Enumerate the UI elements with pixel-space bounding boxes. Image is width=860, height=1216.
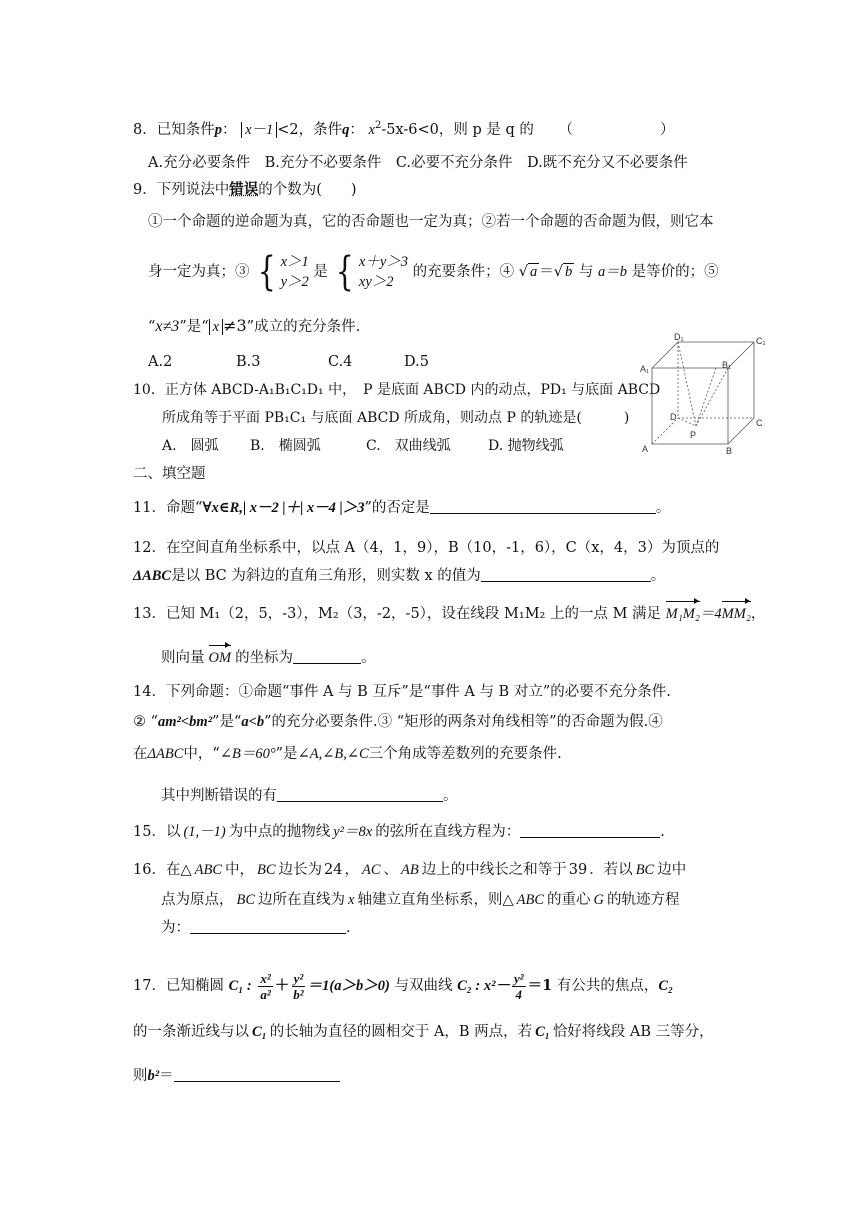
question-14 — [133, 682, 671, 702]
math-expr: ＝1(a＞b＞0) — [307, 978, 390, 994]
question-text: 则 — [133, 1068, 148, 1084]
question-text: ”成立的充分条件. — [246, 319, 361, 335]
denominator: a² — [260, 986, 271, 1002]
math-expr: G — [593, 892, 604, 908]
question-text: 三个角成等差数列的充要条件. — [368, 746, 562, 762]
question-8 — [133, 116, 675, 140]
punct: ， — [750, 606, 766, 622]
question-text: 边中 — [657, 862, 687, 878]
math-expr: ≠3 — [223, 316, 247, 335]
question-14-line2 — [133, 712, 663, 732]
question-text: 的弦所在直线方程为： — [375, 824, 521, 840]
number: 24 — [324, 862, 343, 878]
question-text: ② “ — [133, 714, 159, 730]
question-text: 与双曲线 — [394, 978, 453, 994]
question-text: 边所在直线为 — [258, 892, 346, 908]
question-text: 的长轴为直径的圆相交于 A，B 两点，若 — [269, 1024, 533, 1040]
math-expr: BC — [236, 892, 256, 908]
question-17-line2 — [133, 1022, 714, 1042]
option-c: C.4 — [328, 354, 353, 370]
question-16 — [133, 860, 686, 880]
question-text: 与 — [578, 264, 594, 280]
answer-blank[interactable] — [520, 823, 660, 838]
label-p: P — [690, 430, 697, 440]
denominator: b² — [293, 986, 304, 1002]
triangle-abc: ΔABC — [133, 568, 172, 584]
question-text: 下列命题：①命题“事件 A 与 B 互斥”是“事件 A 与 B 对立”的必要不充分条件. — [165, 684, 671, 700]
label-b1: B₁ — [722, 360, 732, 370]
question-text: 以 — [165, 824, 181, 840]
question-number: 17． — [133, 978, 166, 994]
section-title: 二、填空题 — [133, 466, 206, 482]
answer-blank[interactable] — [174, 1067, 340, 1082]
question-17-line3 — [133, 1066, 340, 1086]
question-text: 则向量 — [161, 650, 205, 666]
sqrt-a: √ a — [518, 264, 538, 280]
system-2 — [332, 249, 409, 295]
sys-row: x＋y＞3 — [358, 254, 409, 270]
option-d: D.5 — [404, 354, 429, 370]
question-text: ．若以 — [589, 862, 633, 878]
math-expr: x≠3 — [155, 318, 180, 335]
math-formula: ∀x∈R,| x－2 |＋| x－4 |＞3 — [202, 500, 365, 516]
question-number: 8． — [133, 122, 157, 138]
question-text: 的充要条件；④ — [412, 264, 515, 280]
question-13-line2 — [161, 648, 376, 668]
question-text: 命题“ — [165, 500, 203, 516]
question-10 — [133, 380, 660, 400]
question-text: 的一条渐近线与以 — [133, 1024, 249, 1040]
number: 39 — [568, 862, 588, 878]
question-10-line2: 所成角等于平面 PB₁C₁ 与底面 ABCD 所成角，则动点 P 的轨迹是( ) — [162, 410, 630, 426]
option-a: A. 圆弧 — [162, 438, 219, 454]
math-expr: C₁ — [535, 1024, 550, 1040]
answer-blank[interactable] — [481, 567, 651, 582]
option-b: B. 椭圆弧 — [250, 438, 321, 454]
question-text: 中，“ — [183, 746, 220, 762]
math-expr: AC — [361, 862, 381, 878]
vector-m1m2: M₁M₂ — [665, 606, 700, 622]
punct: ： — [349, 122, 364, 138]
radicand: b — [565, 264, 573, 280]
answer-blank[interactable] — [190, 919, 346, 934]
question-text: ”的否定是 — [364, 500, 430, 516]
math-expr: b² — [147, 1068, 160, 1084]
answer-blank[interactable] — [293, 649, 361, 664]
question-number: 14． — [133, 684, 166, 700]
question-number: 9． — [133, 182, 157, 198]
question-9-line2 — [148, 249, 719, 295]
math-expr: a＝b — [597, 264, 627, 280]
math-expr: ABC — [516, 892, 545, 908]
question-text: 已知 M₁（2，5，-3），M₂（3，-2，-5），设在线段 M₁M₂ 上的一点 M 满足 — [165, 606, 662, 622]
label-a: A — [642, 444, 649, 454]
numerator: y² — [513, 970, 524, 986]
math-expr: C₂ — [658, 978, 674, 994]
question-number: 16． — [133, 862, 166, 878]
question-text: 其中判断错误的有 — [161, 788, 277, 804]
question-15 — [133, 822, 665, 842]
brace: { — [336, 249, 355, 295]
option-c: C. 双曲线弧 — [366, 438, 451, 454]
var-x: x — [368, 122, 375, 138]
radicand: a — [530, 264, 538, 280]
equals: ＝4 — [699, 606, 722, 622]
question-text: 在△ — [165, 862, 192, 878]
question-number: 10． — [133, 382, 165, 398]
var-q: q — [342, 122, 350, 138]
question-text: 已知椭圆 — [165, 978, 224, 994]
question-text: <2，条件 — [277, 122, 343, 138]
question-text: 正方体 ABCD-A₁B₁C₁D₁ 中， P 是底面 ABCD 内的动点，PD₁ 与底面 ABCD — [164, 382, 661, 398]
fraction-y2-b2 — [291, 971, 305, 1002]
punct: 。 — [443, 788, 458, 804]
option-b: B.3 — [236, 354, 261, 370]
question-text: 边长为 — [278, 862, 323, 878]
question-text: ”是“ — [212, 714, 242, 730]
system-1 — [254, 249, 309, 295]
punct: 、 — [383, 862, 399, 878]
math-expr: C₁ — [252, 1024, 267, 1040]
numerator: y² — [293, 970, 304, 986]
question-text: 边上的中线长之和等于 — [421, 862, 567, 878]
question-number: 12． — [133, 540, 166, 556]
sqrt-b: √ b — [553, 264, 573, 280]
answer-blank[interactable] — [277, 787, 443, 802]
label-a1: A₁ — [640, 364, 650, 374]
punct: 。 — [361, 650, 376, 666]
math-expr: (1,－1) — [183, 824, 226, 840]
question-text: 身一定为真；③ — [148, 264, 250, 280]
cube-figure — [636, 332, 776, 458]
math-expr: AB — [401, 862, 419, 878]
math-expr: ∠A,∠B,∠C — [297, 746, 369, 762]
question-text: ”是 — [275, 746, 298, 762]
question-text: 下列说法中 — [156, 182, 230, 198]
punct: 。 — [650, 568, 666, 584]
answer-paren: （ ） — [558, 122, 675, 138]
vector-mm2: MM₂ — [721, 606, 751, 622]
question-17 — [133, 968, 673, 1004]
var-p: p — [214, 122, 222, 138]
question-text: -5x-6<0，则 p 是 q 的 — [381, 122, 534, 138]
question-16-line2 — [161, 890, 680, 910]
fraction-y2-4 — [512, 971, 526, 1002]
emphasis-word: 错误 — [229, 181, 259, 198]
question-text: 是等价的；⑤ — [631, 264, 719, 280]
punct: 。 — [655, 500, 671, 516]
equals: ＝ — [539, 264, 554, 280]
question-10-options — [162, 436, 564, 456]
punct: ： — [221, 122, 237, 138]
question-text: 恰好将线段 AB 三等分， — [552, 1024, 714, 1040]
question-9-options — [148, 352, 429, 372]
numerator: x² — [260, 970, 271, 986]
math-expr: ＝1 — [527, 977, 553, 994]
question-number: 13． — [133, 606, 166, 622]
punct: ， — [344, 862, 359, 878]
denominator: 4 — [515, 986, 523, 1002]
question-16-line3 — [161, 918, 351, 938]
vector-om: OM — [208, 650, 232, 666]
abs-expression: x－1 — [241, 122, 277, 138]
question-text: 的轨迹方程 — [607, 892, 680, 908]
punct: . — [660, 824, 665, 840]
sys-row: xy＞2 — [358, 274, 394, 290]
question-text: 在 — [133, 746, 148, 762]
math-expr: BC — [257, 862, 276, 878]
question-text: 点为原点， — [161, 892, 234, 908]
question-text: 轴建立直角坐标系，则△ — [357, 892, 514, 908]
question-text: 的个数为( ) — [258, 182, 357, 198]
punct: . — [346, 920, 351, 936]
math-expr: ∠B＝60° — [219, 746, 276, 762]
math-expr: ABC — [194, 862, 222, 878]
label-b: B — [726, 446, 733, 456]
math-expr: am²<bm² — [158, 714, 213, 730]
math-expr: C₂ : x²－ — [457, 978, 510, 994]
question-text: 为中点的抛物线 — [228, 824, 331, 840]
question-text: 的重心 — [547, 892, 591, 908]
question-9-line1: ①一个命题的逆命题为真，它的否命题也一定为真；②若一个命题的否命题为假，则它本 — [148, 214, 714, 230]
plus: ＋ — [274, 977, 290, 994]
triangle-abc: ΔABC — [147, 746, 184, 762]
question-text: 在空间直角坐标系中，以点 A（4，1，9），B（10，-1，6），C（x，4，3）为顶点的 — [165, 540, 720, 556]
question-number: 15． — [133, 824, 166, 840]
math-expr: a<b — [241, 714, 265, 730]
abs-x: x — [209, 319, 223, 335]
question-text: 已知条件 — [156, 122, 215, 138]
question-13 — [133, 604, 765, 624]
label-d: D — [670, 412, 677, 422]
question-text: 有公共的焦点， — [556, 978, 659, 994]
math-expr: BC — [635, 862, 655, 878]
option-a: A.2 — [148, 354, 173, 370]
quote: “ — [148, 319, 156, 335]
math-expr: C₁ : — [228, 978, 252, 994]
question-text: ”的充分必要条件.③ “矩形的两条对角线相等”的否命题为假.④ — [264, 714, 663, 730]
question-11 — [133, 498, 670, 518]
question-number: 11． — [133, 500, 166, 516]
sys-row: x＞1 — [280, 254, 309, 270]
math-expr: y²＝8x — [333, 824, 373, 840]
question-14-line3 — [133, 744, 562, 764]
brace: { — [257, 249, 276, 295]
equals: ＝ — [159, 1068, 174, 1084]
exponent: 2 — [374, 120, 382, 131]
sys-row: y＞2 — [280, 274, 309, 290]
label-d1: D₁ — [674, 332, 684, 342]
label-c1: C₁ — [756, 336, 766, 346]
question-text: 中， — [225, 862, 254, 878]
question-12-line2 — [133, 566, 665, 586]
label-c: C — [756, 418, 763, 428]
fraction-x2-a2 — [258, 971, 272, 1002]
question-text: 为： — [161, 920, 190, 936]
answer-blank[interactable] — [430, 499, 656, 514]
question-text: 的坐标为 — [235, 650, 294, 666]
question-text: 是以 BC 为斜边的直角三角形，则实数 x 的值为 — [171, 568, 481, 584]
question-8-options: A.充分必要条件 B.充分不必要条件 C.必要不充分条件 D.既不充分又不必要条件 — [148, 155, 688, 171]
question-14-line4 — [161, 786, 458, 806]
question-9 — [133, 180, 357, 200]
question-text: 是 — [313, 264, 328, 280]
math-expr: x — [348, 892, 355, 908]
question-12 — [133, 538, 719, 558]
question-text: ”是“ — [179, 319, 209, 335]
option-d: D. 抛物线弧 — [488, 438, 564, 454]
question-9-line3 — [148, 316, 360, 337]
